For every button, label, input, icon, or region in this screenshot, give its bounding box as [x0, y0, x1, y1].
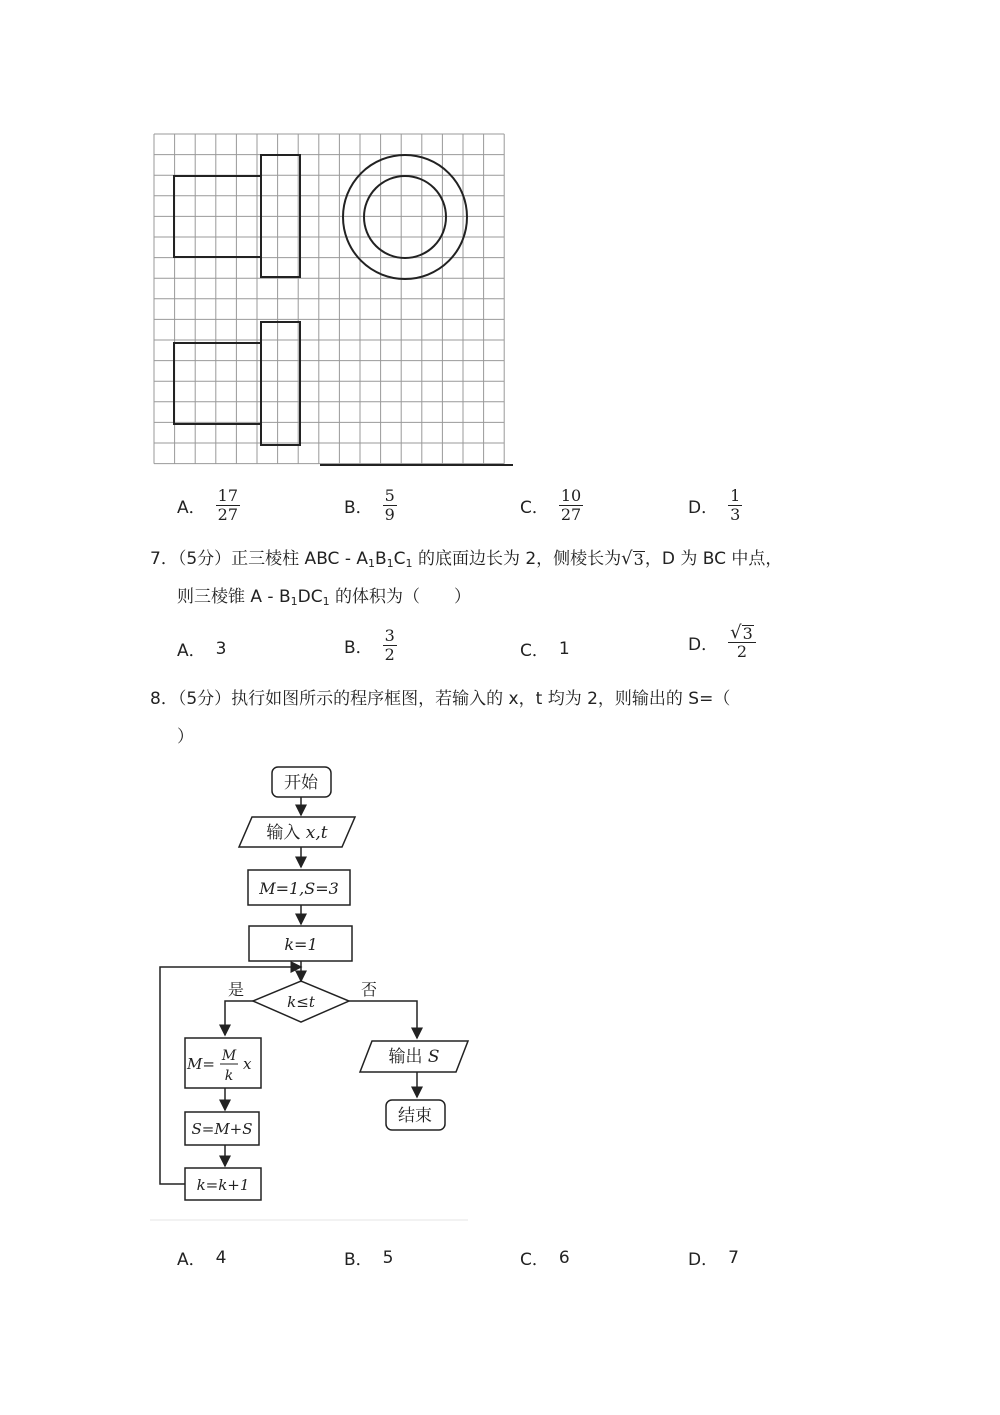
q7-option-c-label: C． [520, 641, 549, 661]
q8-option-a-label: A． [177, 1250, 206, 1270]
q7-option-b[interactable] [344, 627, 397, 664]
q8-option-c-label: C． [520, 1250, 549, 1270]
q6-option-c-label: C． [520, 498, 549, 518]
q7-option-a-value: 3 [215, 638, 227, 659]
q8-option-b-label: B． [344, 1250, 373, 1270]
q7-option-a[interactable] [177, 636, 226, 661]
q7-option-d-label: D． [688, 635, 719, 655]
flow-update-m-den: k [224, 1068, 234, 1084]
q6-option-b-label: B． [344, 498, 373, 518]
flow-update-m-right: x [243, 1055, 252, 1073]
flow-decision-label: k≤t [287, 993, 315, 1011]
q8-option-c[interactable] [520, 1245, 570, 1270]
q6-option-b-fraction: $\frac{5}{9}$ [384, 486, 395, 524]
flow-no-label: 否 [361, 980, 378, 999]
q6-option-c-fraction: $\frac{10}{27}$ [560, 486, 582, 524]
q7-option-c[interactable] [520, 636, 570, 661]
q6-option-d-fraction: $\frac{1}{3}$ [730, 486, 741, 524]
q7-option-d[interactable] [688, 624, 756, 661]
flow-output-label: 输出 S [388, 1047, 440, 1067]
flow-update-m-num: M [221, 1048, 237, 1064]
q8-flowchart [150, 760, 480, 1225]
q7-option-a-label: A． [177, 641, 206, 661]
q6-option-b[interactable] [344, 487, 397, 524]
flow-input-label: 输入 x,t [266, 823, 328, 843]
flow-start-label: 开始 [284, 773, 318, 793]
q8-option-d-label: D． [688, 1250, 719, 1270]
side-view-inner-circle [364, 176, 446, 258]
q8-option-d-value: 7 [728, 1247, 739, 1268]
side-view-outer-circle [343, 155, 467, 279]
q6-option-d[interactable] [688, 487, 742, 524]
flow-yes-label: 是 [228, 980, 245, 999]
q8-option-a-value: 4 [215, 1247, 227, 1268]
flow-update-s-label: S=M+S [191, 1120, 253, 1138]
q7-number: 7． [150, 549, 178, 569]
q6-option-a-fraction: $\frac{17}{27}$ [217, 486, 238, 524]
q6-option-a[interactable] [177, 487, 240, 524]
q6-option-a-label: A． [177, 498, 206, 518]
three-view-figure [150, 130, 520, 470]
flow-end-label: 结束 [398, 1106, 432, 1126]
q7-score: （5分） [177, 549, 232, 569]
flow-k-init-label: k=1 [284, 935, 318, 954]
q8-score: （5分） [177, 689, 232, 709]
q6-option-c[interactable] [520, 487, 583, 524]
q8-number: 8． [150, 689, 178, 709]
flow-update-m-left: M= [187, 1055, 215, 1073]
q7-option-b-label: B． [344, 638, 373, 658]
q7-stem-line2: 则三棱锥 A - $B_1DC_1$ 的体积为（ ） [177, 587, 472, 608]
q8-option-a[interactable] [177, 1245, 226, 1270]
q8-option-c-value: 6 [558, 1247, 570, 1268]
top-view-left-rect [174, 343, 261, 424]
q8-stem-line2: ） [177, 727, 194, 747]
flow-update-k-label: k=k+1 [196, 1176, 250, 1194]
q7-sqrt: √ 3 [621, 548, 644, 569]
q8-option-d[interactable] [688, 1245, 739, 1270]
q7-option-d-fraction: √ 3 2 [728, 624, 756, 661]
q8-option-b[interactable] [344, 1245, 394, 1270]
q8-option-b-value: 5 [382, 1247, 394, 1268]
q7-option-b-fraction: $\frac{3}{2}$ [384, 626, 395, 664]
q8-stem-line1: 8．（5分）执行如图所示的程序框图，若输入的 x，t 均为 2，则输出的 S=（ [150, 689, 731, 709]
q7-stem-line1: 7．（5分）正三棱柱 ABC - $A_1B_1C_1$ 的底面边长为 2，侧棱长为 √ 3 ，D 为 BC 中点， [150, 548, 783, 570]
q7-option-c-value: 1 [558, 638, 570, 659]
flow-init-label: M=1,S=3 [259, 879, 339, 898]
q6-option-d-label: D． [688, 498, 719, 518]
